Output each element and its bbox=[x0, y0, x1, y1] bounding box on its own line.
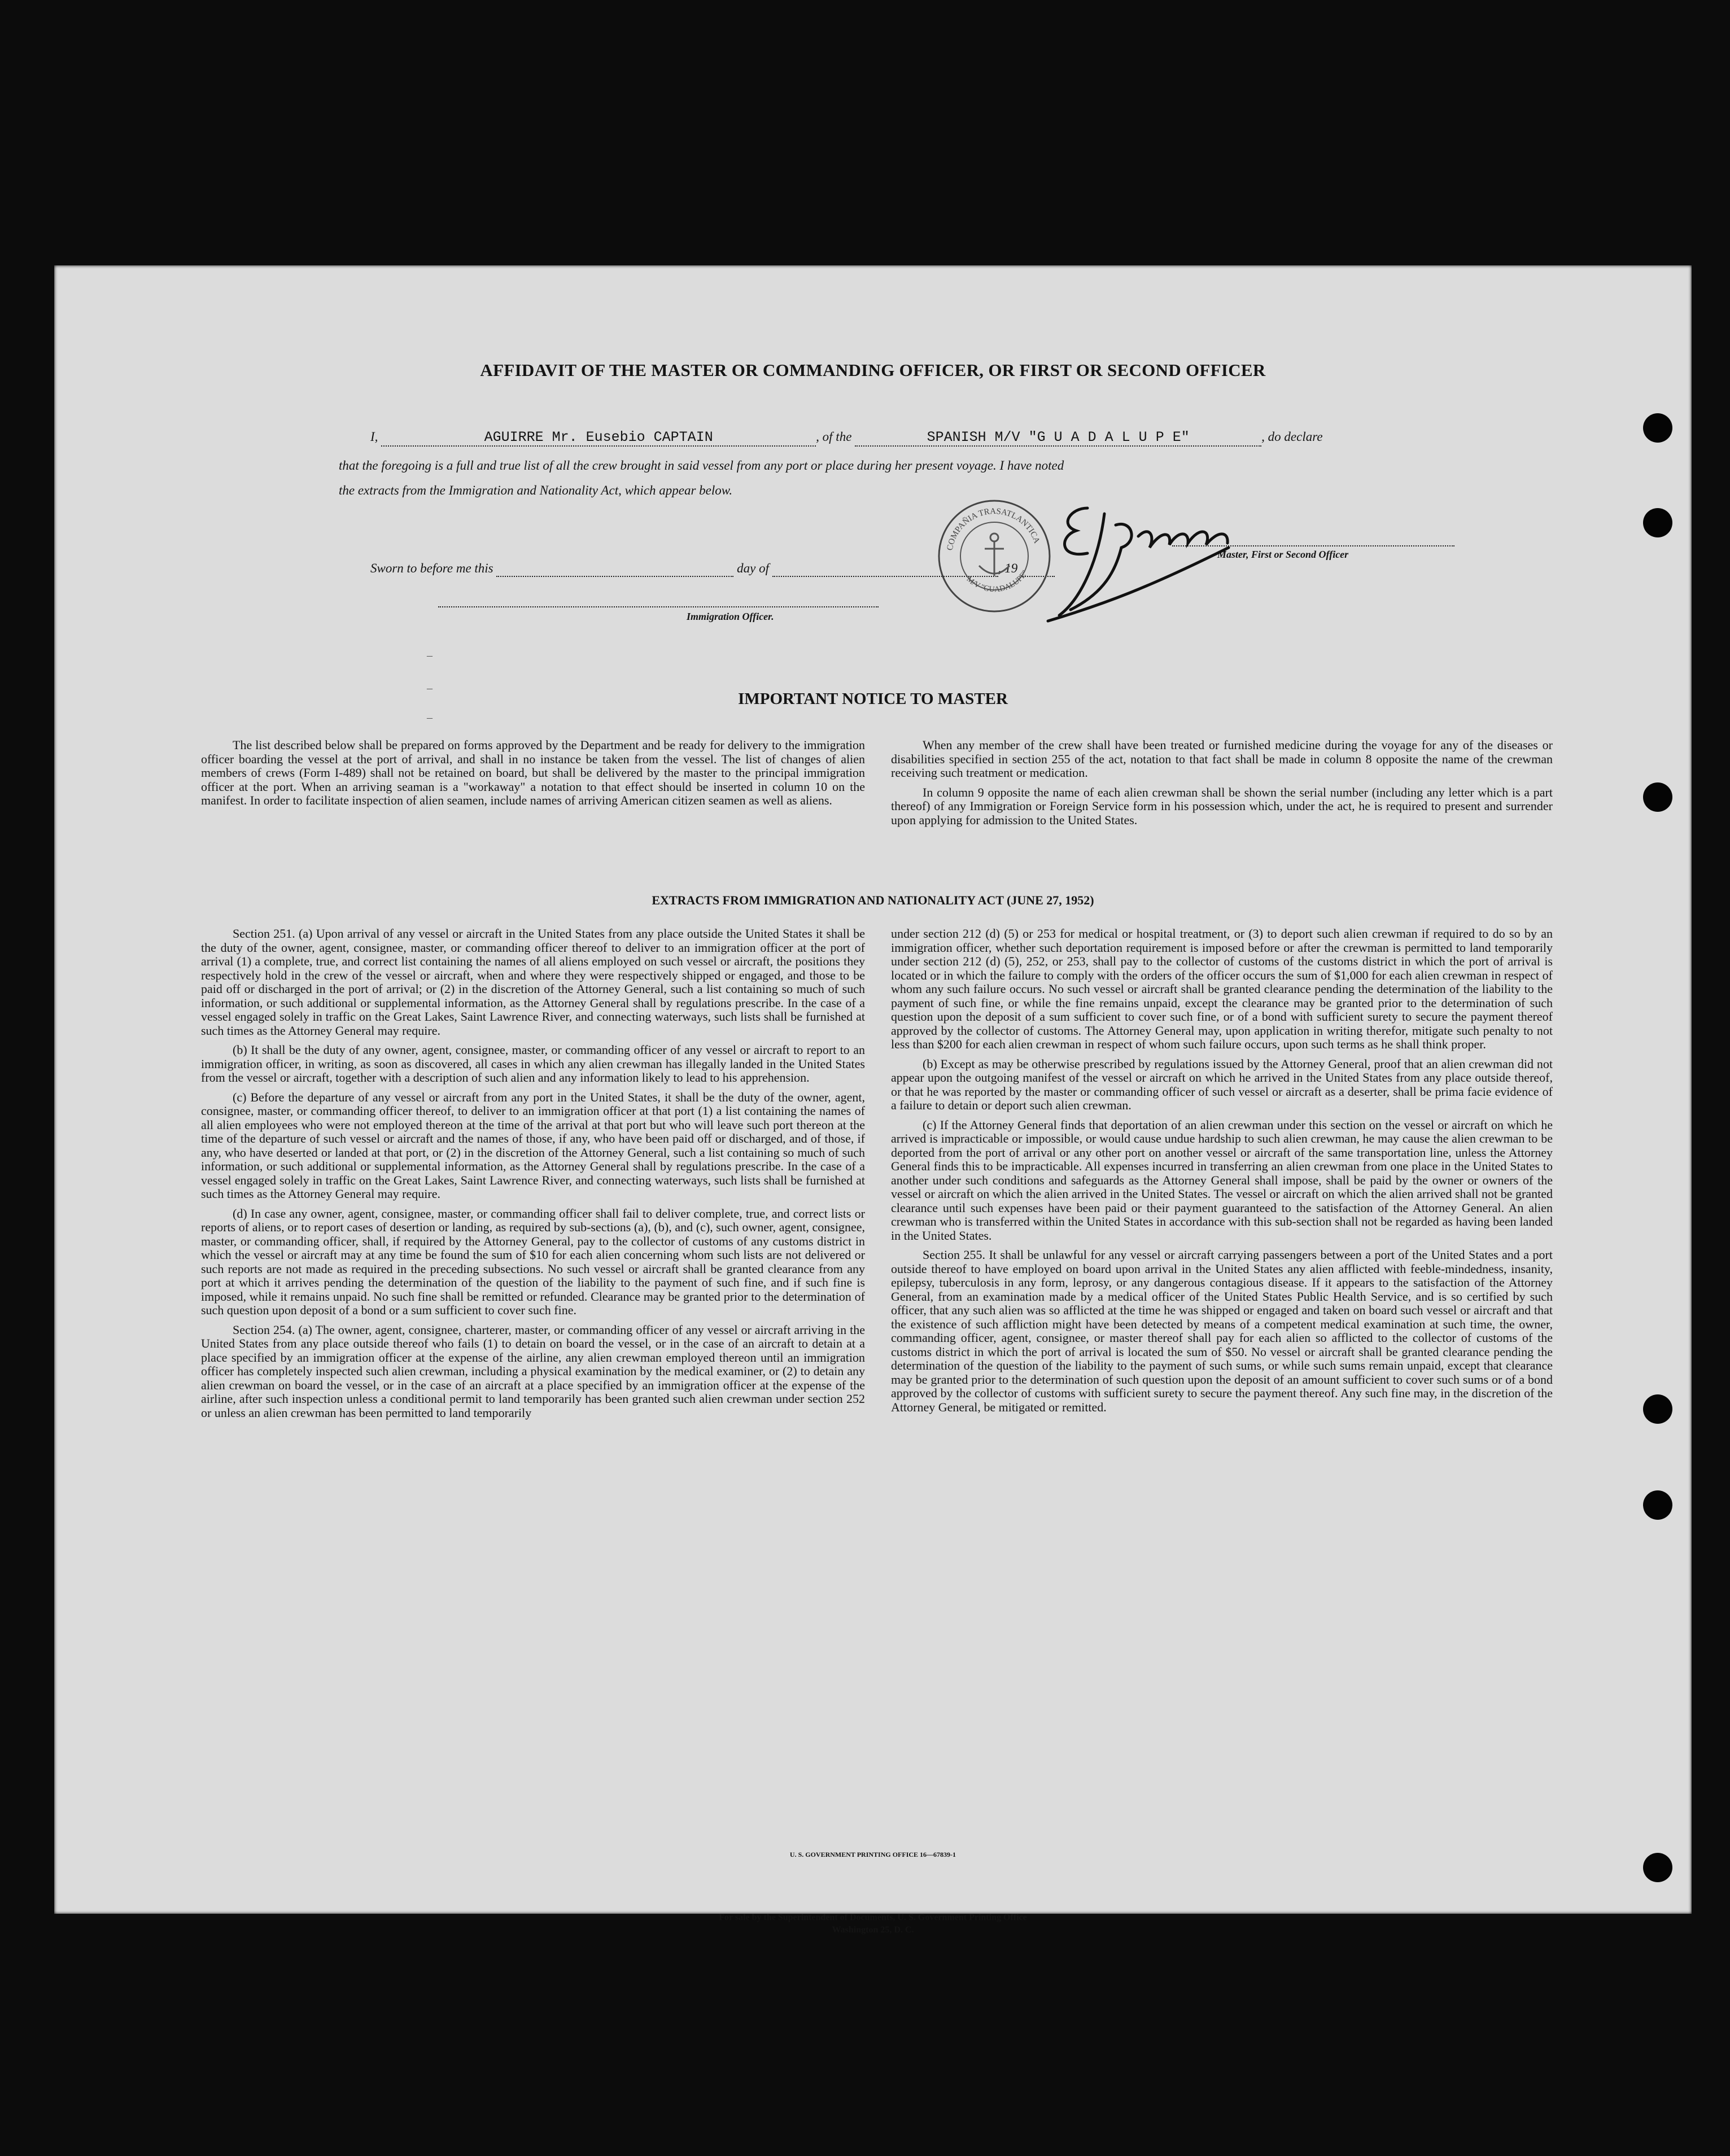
ship-stamp-seal bbox=[935, 497, 1054, 615]
notice-paragraph: In column 9 opposite the name of each alien crewman shall be shown the serial number (including any letter which is a part thereof) of any Immigration or Foreign Service form in his possession which, under the act, he is required to present and surrender upon applying for admission to the United States. bbox=[891, 785, 1553, 827]
captain-signature bbox=[1037, 491, 1353, 627]
document-page bbox=[54, 265, 1692, 1935]
section-paragraph: Section 251. (a) Upon arrival of any vessel or aircraft in the United States from any place outside the United States it shall be the duty of the owner, agent, consignee, master, or commanding officer thereof to deliver to an immigration officer at the port of arrival (1) a complete, true, and correct list containing the names of all aliens employed on such vessel or aircraft, the positions they respectively hold in the crew of the vessel or aircraft, when and where they were respectively shipped or engaged, and those to be paid off or discharged in the port of arrival; or (2) in the discretion of the Attorney General, such a list containing so much of such information, or such additional or supplemental information, as the Attorney General shall by regulations prescribe. In the case of a vessel engaged solely in traffic on the Great Lakes, Saint Lawrence River, and connecting waterways, such lists shall be furnished at such times as the Attorney General may require. bbox=[201, 926, 865, 1038]
punch-hole bbox=[1643, 1394, 1672, 1424]
extracts-left-column bbox=[201, 927, 865, 1425]
svg-text:COMPAÑIA TRASATLANTICA: COMPAÑIA TRASATLANTICA bbox=[945, 506, 1042, 552]
svg-text:M/V "GUADALUPE": M/V "GUADALUPE" bbox=[964, 568, 1030, 594]
master-label: Master, First or Second Officer bbox=[1217, 549, 1349, 560]
punch-hole bbox=[1643, 413, 1672, 443]
declare-label: , do declare bbox=[1261, 430, 1323, 444]
affidavit-line-3: the extracts from the Immigration and Nationality Act, which appear below. bbox=[339, 483, 733, 497]
sale-notice-line-2: Washington 25, D. C. bbox=[832, 1925, 914, 1935]
section-paragraph: (d) In case any owner, agent, consignee, master, or commanding officer shall fail to deliver complete, true, and correct lists or reports of aliens, or to report cases of desertion or landing, as required by sub-sections (a), (b), and (c), such owner, agent, consignee, master, or commanding officer, shall, if required by the Attorney General, pay to the collector of customs of any customs district in which the vessel or aircraft may at any time be found the sum of $10 for each alien concerning whom such lists are not delivered or such reports are not made as required in the preceding subsections. No such vessel or aircraft shall be granted clearance from any port at which it arrives pending the determination of the question of the liability to the payment of such fine, and if such fine is imposed, while it remains unpaid. No such fine shall be remitted or refunded. Clearance may be granted prior to the determination of such question upon deposit of a bond or a sum sufficient to cover such fine. bbox=[201, 1206, 865, 1317]
notice-paragraph: The list described below shall be prepared on forms approved by the Department and be ready for delivery to the immigration officer boarding the vessel at the port of arrival, and shall in no instance be taken from the vessel. The list of changes of alien members of crews (Form I-489) shall not be retained on board, but shall be delivered by the master to the principal immigration officer at the port. When an arriving seaman is a "workaway" a notation to that effect should be inserted in column 10 on the manifest. In order to facilitate inspection of alien seamen, include names of arriving American citizen seamen as well as aliens. bbox=[201, 738, 865, 807]
section-paragraph: (c) Before the departure of any vessel or aircraft from any port in the United States, it shall be the duty of the owner, agent, consignee, master, or commanding officer thereof, to deliver to an immigration officer at that port (1) a list containing the names of all alien employees who were not employed thereon at the time of the arrival at that port but who will leave such port thereon at the time of the departure of such vessel or aircraft and the names of those, if any, who have been paid off or discharged, and of those, if any, who have deserted or landed at that port, or (2) in the discretion of the Attorney General, such a list containing so much of such information, or such additional or supplemental information, as the Attorney General shall by regulations prescribe. In the case of a vessel engaged solely in traffic on the Great Lakes, Saint Lawrence River, and connecting waterways, such lists shall be furnished at such times as the Attorney General may require. bbox=[201, 1090, 865, 1201]
declarant-prefix: I, bbox=[370, 430, 378, 444]
vessel-name-field: SPANISH M/V "G U A D A L U P E" bbox=[855, 429, 1261, 447]
sworn-label: Sworn to before me this bbox=[370, 561, 493, 575]
extracts-right-column bbox=[891, 927, 1553, 1420]
punch-hole bbox=[1643, 1490, 1672, 1520]
section-paragraph: (c) If the Attorney General finds that deportation of an alien crewman under this section on the vessel or aircraft on which he arrived is impracticable or impossible, or would cause undue hardship to such alien crewman, he may cause the alien crewman to be deported from the port of arrival or any other port on another vessel or aircraft of the same transportation line, unless the Attorney General finds this to be impracticable. All expenses incurred in transferring an alien crewman from one place in the United States to another under such conditions and safeguards as the Attorney General shall impose, shall be paid by the owner or owners of the vessel or aircraft on which the alien arrived in the United States. The vessel or aircraft on which the alien arrived shall not be granted clearance until such expenses have been paid or their payment guaranteed to the satisfaction of the Attorney General. An alien crewman who is transferred within the United States in accordance with this sub-section shall not be regarded as having been landed in the United States. bbox=[891, 1117, 1553, 1243]
day-of-label: day of bbox=[737, 561, 769, 575]
extracts-title: EXTRACTS FROM IMMIGRATION AND NATIONALITY ACT (JUNE 27, 1952) bbox=[652, 893, 1094, 907]
section-paragraph: (b) Except as may be otherwise prescribed by regulations issued by the Attorney General, proof that an alien crewman did not appear upon the outgoing manifest of the vessel or aircraft on which he arrived in the United States from any place outside thereof, or that he was reported by the master or commanding officer of such vessel or aircraft as a deserter, shall be prima facie evidence of a failure to detain or deport such alien crewman. bbox=[891, 1056, 1553, 1112]
year-prefix-label: , 19 bbox=[998, 561, 1018, 575]
section-paragraph: Section 254. (a) The owner, agent, consignee, charterer, master, or commanding officer of any vessel or aircraft arriving in the United States from any place outside thereof who fails (1) to detain on board the vessel, or in the case of an aircraft to detain at a place specified by an immigration officer at the expense of the airline, any alien crewman employed thereon until an immigration officer has completely inspected such alien crewman, including a physical examination by the medical examiner, or (2) to detain any alien crewman on board the vessel, or in the case of an aircraft at a place specified by an immigration officer at the expense of the airline, after such inspection unless a conditional permit to land temporarily has been granted such alien crewman under section 252 or unless an alien crewman has been permitted to land temporarily bbox=[201, 1322, 865, 1420]
printer-imprint: U. S. GOVERNMENT PRINTING OFFICE 16—67839-1 bbox=[789, 1851, 956, 1858]
margin-mark: – bbox=[427, 649, 432, 662]
affidavit-line-1 bbox=[370, 429, 1323, 447]
affidavit-line-2: that the foregoing is a full and true list of all the crew brought in said vessel from any port or place during her present voyage. I have noted bbox=[339, 458, 1064, 473]
punch-hole bbox=[1643, 782, 1672, 812]
notice-paragraph: When any member of the crew shall have been treated or furnished medicine during the voyage for any of the diseases or disabilities specified in section 255 of the act, notation to that fact shall be made in column 8 opposite the name of the crewman receiving such treatment or medication. bbox=[891, 738, 1553, 780]
punch-hole bbox=[1643, 508, 1672, 537]
margin-mark: – bbox=[427, 682, 432, 694]
section-paragraph: Section 255. It shall be unlawful for any vessel or aircraft carrying passengers between a port of the United States and a port outside thereof to have employed on board upon arrival in the United States any alien afflicted with feeble-mindedness, insanity, epilepsy, tuberculosis in any form, leprosy, or any dangerous contagious disease. If it appears to the satisfaction of the Attorney General, from an examination made by a medical officer of the United States Public Health Service, and is so certified by such officer, that any such alien was so afflicted at the time he was shipped or engaged and taken on board such vessel or aircraft and that the existence of such affliction might have been detected by means of a competent medical examination at such time, the owner, commanding officer, agent, consignee, or master thereof shall pay for each alien so afflicted to the collector of customs of the customs district in which the port of arrival is located the sum of $50. No vessel or aircraft shall be granted clearance pending the determination of the question of the liability to the payment of such sums, or while such sums remain unpaid, except that clearance may be granted prior to the determination of such question upon the deposit of an amount sufficient to cover such sums or of a bond approved by the collector of customs with sufficient surety to secure the payment thereof. Any such fine may, in the discretion of the Attorney General, be mitigated or remitted. bbox=[891, 1248, 1553, 1414]
of-the-label: , of the bbox=[816, 430, 852, 444]
immigration-officer-label: Immigration Officer. bbox=[687, 611, 774, 622]
affidavit-title: AFFIDAVIT OF THE MASTER OR COMMANDING OFFICER, OR FIRST OR SECOND OFFICER bbox=[480, 360, 1266, 380]
punch-hole bbox=[1643, 1853, 1672, 1882]
sale-notice-line-1: For sale by the Superintendent of Documents, U. S. Government Printing Office bbox=[719, 1913, 1027, 1922]
section-paragraph: under section 212 (d) (5) or 253 for medical or hospital treatment, or (3) to deport such alien crewman if required to do so by an immigration officer, whether such deportation requirement is imposed before or after the crewman is permitted to land temporarily under section 212 (d) (5), 252, or 253, shall pay to the collector of customs of the customs district in which the port of arrival is located or in which the failure to comply with the orders of the officer occurs the sum of $1,000 for each alien crewman in respect of whom any such failure occurs. No such vessel or aircraft shall be granted clearance pending the determination of the liability to the payment of such fine, or while the fine remains unpaid, except the clearance may be granted prior to the determination of such question upon the deposit of a sum sufficient to cover such fine, or of a bond with sufficient surety to secure the payment thereof approved by the collector of customs. The Attorney General may, upon application in writing therefor, mitigate such penalty to not less than $200 for each alien crewman in respect of whom such failure occurs, upon such terms as he shall think proper. bbox=[891, 926, 1553, 1051]
notice-right-column bbox=[891, 738, 1553, 833]
notice-title: IMPORTANT NOTICE TO MASTER bbox=[738, 690, 1008, 708]
sworn-day-field bbox=[496, 561, 733, 577]
notice-left-column bbox=[201, 738, 865, 814]
section-paragraph: (b) It shall be the duty of any owner, agent, consignee, master, or commanding officer of any vessel or aircraft to report to an immigration officer, in writing, as soon as discovered, all cases in which any alien crewman has illegally landed in the United States from the vessel or aircraft, together with a description of such alien and any information likely to lead to his apprehension. bbox=[201, 1043, 865, 1084]
master-name-field: AGUIRRE Mr. Eusebio CAPTAIN bbox=[381, 429, 816, 447]
officer-signature-line bbox=[438, 606, 879, 607]
margin-mark: – bbox=[427, 711, 432, 724]
